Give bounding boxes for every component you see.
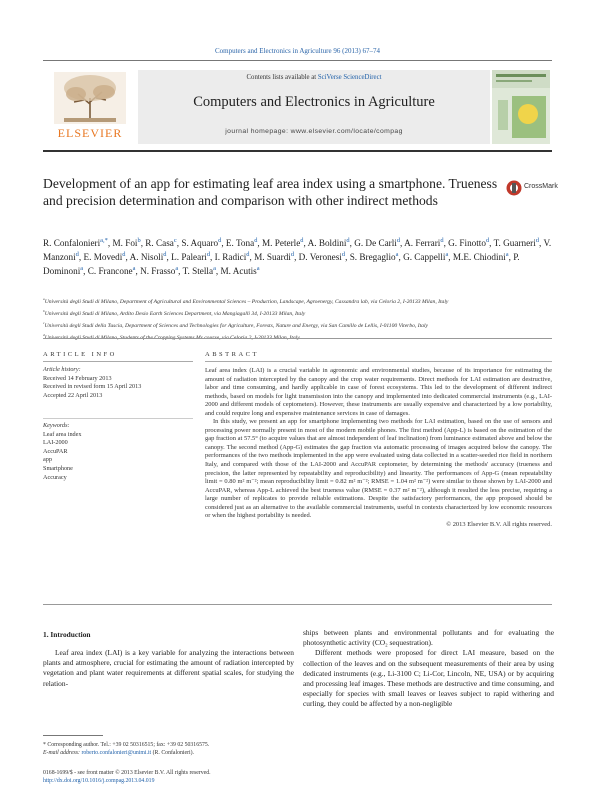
author-affiliation-mark[interactable]: a,* (100, 236, 108, 244)
header-thick-rule (43, 150, 552, 152)
author-name[interactable]: S. Bregaglio (349, 252, 396, 262)
section-rule (43, 338, 552, 339)
history-label: Article history: (43, 366, 81, 373)
abstract-body (205, 367, 552, 529)
author-affiliation-mark[interactable]: a (175, 264, 179, 272)
author-affiliation-mark[interactable]: d (122, 250, 126, 258)
author-affiliation-mark[interactable]: d (218, 236, 222, 244)
author-name[interactable]: S. Aquaro (181, 238, 219, 248)
author-name[interactable]: A. Nisoli (129, 252, 164, 262)
history-accepted: Accepted 22 April 2013 (43, 391, 103, 399)
sciencedirect-link[interactable]: SciVerse ScienceDirect (317, 74, 382, 81)
author-name[interactable]: D. Veronesi (298, 252, 342, 262)
affiliation-line: d (43, 332, 45, 337)
author-affiliation-mark[interactable]: d (246, 250, 250, 258)
affiliations (43, 295, 555, 342)
author-affiliation-mark[interactable]: d (396, 236, 401, 244)
header-divider (43, 60, 552, 61)
elsevier-logo[interactable] (44, 70, 136, 144)
article-title: Development of an app for estimating leaf area index using a smartphone. Trueness and precision determination and comparison with other indirect methods (43, 176, 498, 208)
author-affiliation-mark[interactable]: a (213, 264, 216, 272)
footnote (43, 741, 303, 757)
intro-paragraph-1: Leaf area index (LAI) is a key variable for analyzing the interactions between plants and atmosphere, crucial for estimating the amount of radiation intercepted by vegetation and plant water requirements at different spatial scales, for studying the relation- (43, 648, 294, 688)
author-affiliation-mark[interactable]: d (341, 250, 346, 258)
contents-line: Contents lists available at SciVerse ScienceDirect (246, 74, 382, 81)
abstract-rule (205, 361, 552, 362)
keyword: Smartphone (43, 464, 73, 472)
author-name[interactable]: M. Foi (112, 238, 138, 248)
keyword: AccuPAR (43, 447, 68, 455)
keyword: app (43, 456, 52, 464)
author-name[interactable]: M. Peterle (262, 238, 301, 248)
email-line: E-mail address: roberto.confalonieri@unimi.it (R. Confalonieri). (43, 750, 194, 756)
keyword: Accuracy (43, 473, 67, 481)
author-list: R. Confalonieri$^{a,*}$, M. Foi$^b$, R. Casa$^c$, S. Aquaro$^d$, E. Tona$^d$, M. Peterle$^d$, A. Boldini$^d$, G. De Carli$^d$, A. Ferrari$^d$, G. Finotto$^d$, T. Guarneri$^d$, V. Manzoni$^d$, E. Movedi$^d$, A. Nisoli$^d$, L. Paleari$^d$, I. Radici$^d$, M. Suardi$^d$, D. Veronesi$^d$, S. Bregaglio$^a$, G. Cappelli$^a$, M.E. Chiodini$^a$, P. Dominoni$^a$, C. Francone$^a$, N. Frasso$^a$, T. Stella$^a$, M. Acutis$^a$ (43, 236, 552, 276)
article-info-rule (43, 361, 193, 362)
crossmark-badge[interactable] (506, 178, 556, 198)
author-affiliation-mark[interactable]: a (395, 250, 399, 258)
author-name[interactable]: I. Radici (214, 252, 247, 262)
author-name[interactable]: T. Stella (182, 266, 214, 276)
journal-reference[interactable]: Computers and Electronics in Agriculture 96 (2013) 67–74 (214, 47, 381, 55)
history-received: Received 14 February 2013 (43, 374, 112, 382)
intro-paragraph-2: Different methods were proposed for direct LAI measure, based on the collection of the leaves and on the subsequent measurements of their area by using dedicated instruments (e.g., Li-3100 C; Li-Cor, Lincoln, NE, USA) or by acquiring and processing leaf images. These methods are destructive and time consuming, and especially for species with small leaves or leaves subject to rapid withering and curling, they could be affected by a non-negligible (303, 648, 554, 709)
abstract-copyright: © 2013 Elsevier B.V. All rights reserved. (446, 520, 552, 528)
author-name[interactable]: M. Acutis (220, 266, 257, 276)
elsevier-wordmark: ELSEVIER (57, 126, 123, 140)
abstract-bottom-rule (43, 604, 552, 605)
affiliation-line: $^c$Università degli Studi della Tuscia, Department of Sciences and Technologies for Agriculture, Forests, Nature and Energy, via San Camillo de Lellis, I-01100 Viterbo, Italy (43, 320, 428, 329)
author-name[interactable]: P. Dominoni (43, 252, 520, 276)
author-affiliation-mark[interactable]: d (254, 236, 258, 244)
author-name[interactable]: G. De Carli (354, 238, 397, 248)
author-name[interactable]: N. Frasso (140, 266, 176, 276)
author-name[interactable]: E. Movedi (83, 252, 123, 262)
author-name[interactable]: G. Finotto (448, 238, 486, 248)
author-affiliation-mark[interactable]: d (75, 250, 79, 258)
author-affiliation-mark[interactable]: c (173, 236, 177, 244)
author-affiliation-mark[interactable]: a (505, 250, 509, 258)
author-name[interactable]: E. Tona (225, 238, 255, 248)
author-affiliation-mark[interactable]: d (300, 236, 304, 244)
introduction-heading: 1. Introduction (43, 630, 91, 639)
author-name[interactable]: M.E. Chiodini (452, 252, 506, 262)
author-affiliation-mark[interactable]: b (137, 236, 141, 244)
footnote-rule (43, 735, 103, 736)
author-affiliation-mark[interactable]: d (290, 250, 295, 258)
author-affiliation-mark[interactable]: a (256, 264, 260, 272)
doi-link[interactable]: http://dx.doi.org/10.1016/j.compag.2013.04.019 (43, 778, 155, 784)
author-name[interactable]: G. Cappelli (403, 252, 446, 262)
author-name[interactable]: L. Paleari (171, 252, 207, 262)
crossmark-label: CrossMark (524, 183, 558, 190)
crossmark-icon (506, 180, 522, 196)
abstract-paragraph-2: In this study, we present an app for smartphone implementing two methods for LAI estimation, based on the use of sensors and processing power normally present in most of the modern mobile phones. The first method (App-L) is based on the estimation of the gap fraction at 57.5° (to acquire values that are almost independent of leaf inclination) from luminance estimated above and below the canopy. The second method (App-G) estimates the gap fraction via automatic processing of images acquired below the canopy. The performances of the two methods implemented in the app were evaluated using data collected in a scatter-seeded rice field in northern Italy, and compared with those of the LAI-2000 and AccuPAR ceptometer, by determining the methods' accuracy (trueness and precision, the latter represented by repeatability and reproducibility) and linearity. The performances of App-G (mean repeatability limit = 0.80 m² m⁻²; mean reproducibility limit = 0.82 m² m⁻²; RMSE = 1.04 m² m⁻²) were similar to those shown by LAI-2000 and AccuPAR, whereas App-L achieved the best trueness value (RMSE = 0.37 m² m⁻²), although it resulted the less precise, requiring a large number of replicates to provide reliable estimations. Despite the satisfactory performances, the app proposed should be considered just as an alternative to the available commercial instruments, useful in contexts characterized by low economic resources or when the highest portability is needed. (205, 418, 552, 520)
author-name[interactable]: T. Guarneri (493, 238, 536, 248)
author-name[interactable]: M. Suardi (254, 252, 291, 262)
author-affiliation-mark[interactable]: d (535, 236, 540, 244)
keywords-label: Keywords: (43, 422, 70, 429)
author-name[interactable]: A. Ferrari (404, 238, 441, 248)
author-name[interactable]: R. Casa (145, 238, 174, 248)
author-affiliation-mark[interactable]: d (485, 236, 490, 244)
author-affiliation-mark[interactable]: d (440, 236, 444, 244)
keyword: Leaf area index (43, 430, 82, 438)
author-name[interactable]: R. Confalonieri (43, 238, 101, 248)
journal-homepage[interactable]: journal homepage: www.elsevier.com/locate/compag (225, 128, 403, 135)
history-revised: Received in revised form 15 April 2013 (43, 383, 142, 391)
article-history (43, 366, 193, 400)
author-name[interactable]: A. Boldini (307, 238, 347, 248)
affiliation-line: $^b$Università degli Studi di Milano, Ardito Desio Earth Sciences Department, via Mangiagalli 34, I-20133 Milan, Italy (43, 308, 306, 317)
author-affiliation-mark[interactable]: d (346, 236, 350, 244)
journal-cover-image (492, 70, 550, 144)
affiliation-line: $^a$Università degli Studi di Milano, Department of Agricultural and Environmental Sciences – Production, Landscape, Agroenergy, Cassandra lab, via Celoria 2, I-20133 Milan, Italy (43, 297, 449, 305)
keywords-rule (43, 418, 193, 419)
journal-title: Computers and Electronics in Agriculture (193, 94, 435, 110)
author-name[interactable]: C. Francone (87, 266, 133, 276)
author-affiliation-mark[interactable]: d (206, 250, 211, 258)
introduction-left-column (43, 648, 294, 689)
keywords (43, 422, 193, 482)
author-name[interactable]: V. Manzoni (43, 238, 552, 262)
issn-line: 0168-1699/$ - see front matter © 2013 Elsevier B.V. All rights reserved. (43, 770, 211, 776)
author-affiliation-mark[interactable]: a (445, 250, 449, 258)
author-affiliation-mark[interactable]: a (132, 264, 136, 272)
issn-block (43, 769, 343, 785)
article-info-heading: ARTICLE INFO (43, 351, 117, 358)
author-affiliation-mark[interactable]: a (80, 264, 84, 272)
author-affiliation-mark[interactable]: d (163, 250, 167, 258)
corresponding-author: * Corresponding author. Tel.: +39 02 50316515; fax: +39 02 50316575. (43, 742, 210, 748)
intro-paragraph-1-cont: ships between plants and environmental pollutants and for evaluating the photosynthetic activity (CO₂ sequestration). (303, 628, 554, 648)
introduction-right-column (303, 628, 554, 710)
email-link[interactable]: roberto.confalonieri@unimi.it (81, 750, 152, 756)
abstract-paragraph-1: Leaf area index (LAI) is a crucial variable in agronomic and environmental studies, because of its importance for estimating the amount of radiation intercepted by the canopy and the crop water requirements. Direct methods for LAI estimation are destructive, labor and time consuming, and hardly applicable in case of forest ecosystems. This led to the development of different indirect methods, based on models for light transmission into the canopy and implemented into dedicated commercial instruments (e.g., LAI-2000 and different models of ceptometers). However, these instruments are usually expensive and characterized by a low portability, and could require long and expensive maintenance services in case of damages. (205, 367, 552, 417)
keyword: LAI-2000 (43, 439, 68, 447)
abstract-heading: ABSTRACT (205, 351, 259, 358)
